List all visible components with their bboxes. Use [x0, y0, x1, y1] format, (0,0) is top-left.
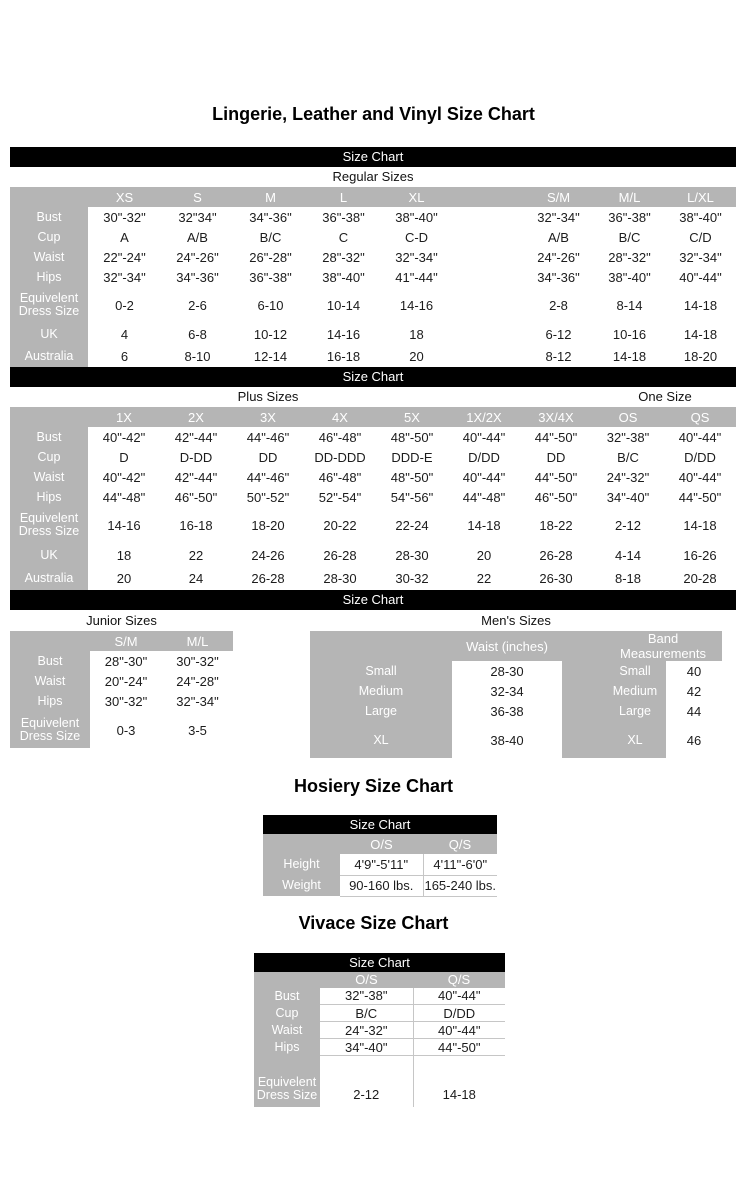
band-row-label: XL [604, 722, 666, 758]
row-label: Cup [10, 227, 88, 247]
value-cell: 40"-42" [88, 467, 160, 487]
value-cell: 6-8 [161, 323, 234, 345]
plus-one-size-subtitle-row [10, 387, 736, 407]
value-cell: 28"-32" [594, 247, 665, 267]
subtitle-spacer [10, 387, 88, 407]
column-header: 1X [88, 407, 160, 427]
value-cell: 24"-26" [523, 247, 594, 267]
size-chart-bar: Size Chart [10, 147, 736, 167]
header-row [10, 187, 736, 207]
section-gap [233, 610, 310, 758]
value-cell: B/C [320, 1005, 413, 1022]
value-cell: 46"-50" [160, 487, 232, 507]
row-label: Bust [254, 988, 320, 1005]
value-cell: 32"-34" [88, 267, 161, 287]
table-row [10, 247, 736, 267]
table-row [254, 1039, 505, 1056]
table-row [10, 447, 736, 467]
hosiery-chart-title: Hosiery Size Chart [293, 776, 454, 796]
table-row [254, 988, 505, 1005]
value-cell: 4-14 [592, 543, 664, 567]
value-cell: 2-12 [592, 507, 664, 543]
table-row [10, 267, 736, 287]
table-row [10, 671, 233, 691]
table-row [10, 227, 736, 247]
value-cell: DD [520, 447, 592, 467]
row-label: Waist [254, 1022, 320, 1039]
corner-cell [10, 631, 90, 651]
value-cell [453, 227, 523, 247]
value-cell: 40"-42" [88, 427, 160, 447]
value-cell: 8-14 [594, 287, 665, 323]
table-row [263, 875, 497, 896]
value-cell: 32"34" [161, 207, 234, 227]
value-cell: 40"-44" [664, 427, 736, 447]
plus-sizes-table [10, 407, 736, 590]
value-cell: 22 [448, 567, 520, 590]
value-cell [453, 207, 523, 227]
junior-sizes-section [10, 610, 233, 758]
value-cell: 24"-28" [162, 671, 233, 691]
value-cell: 44"-50" [413, 1039, 505, 1056]
value-cell: D/DD [448, 447, 520, 467]
band-row-label: Small [604, 661, 666, 681]
value-cell: 22"-24" [88, 247, 161, 267]
row-label: Bust [10, 207, 88, 227]
column-header: L [307, 187, 380, 207]
value-cell: 52"-54" [304, 487, 376, 507]
waist-value-cell: 28-30 [452, 661, 562, 681]
value-cell: 32"-38" [592, 427, 664, 447]
value-cell: 10-14 [307, 287, 380, 323]
value-cell: 14-16 [88, 507, 160, 543]
plus-sizes-subtitle: Plus Sizes [237, 389, 299, 404]
header-row [263, 834, 497, 854]
value-cell: A/B [523, 227, 594, 247]
band-value-cell: 42 [666, 681, 722, 701]
corner-cell [10, 187, 88, 207]
row-label: Large [310, 701, 452, 722]
value-cell: D-DD [160, 447, 232, 467]
value-cell: 50"-52" [232, 487, 304, 507]
value-cell: A [88, 227, 161, 247]
waist-value-cell: 36-38 [452, 701, 562, 722]
row-label: Hips [10, 691, 90, 712]
value-cell: 16-18 [160, 507, 232, 543]
value-cell: 34"-36" [161, 267, 234, 287]
row-label: UK [10, 543, 88, 567]
column-header: L/XL [665, 187, 736, 207]
value-cell: 90-160 lbs. [340, 875, 423, 896]
value-cell: 14-18 [413, 1056, 505, 1107]
band-row-label: Medium [604, 681, 666, 701]
value-cell: 2-8 [523, 287, 594, 323]
value-cell: D [88, 447, 160, 467]
value-cell: 38"-40" [594, 267, 665, 287]
value-cell: C [307, 227, 380, 247]
column-header: XL [380, 187, 453, 207]
value-cell: 22 [160, 543, 232, 567]
table-row [10, 427, 736, 447]
value-cell: 8-18 [592, 567, 664, 590]
vivace-chart-section [254, 953, 505, 1107]
value-cell: 24"-32" [592, 467, 664, 487]
junior-sizes-subtitle: Junior Sizes [86, 613, 157, 628]
table-row [10, 567, 736, 590]
column-header: S [161, 187, 234, 207]
value-cell: 24"-26" [161, 247, 234, 267]
value-cell: 6 [88, 345, 161, 367]
table-row [263, 854, 497, 875]
corner-cell [254, 972, 320, 988]
table-row [10, 487, 736, 507]
value-cell: 26-28 [304, 543, 376, 567]
value-cell: 10-12 [234, 323, 307, 345]
value-cell: 18-20 [665, 345, 736, 367]
value-cell: 46"-48" [304, 467, 376, 487]
value-cell: 6-10 [234, 287, 307, 323]
table-row [10, 543, 736, 567]
value-cell: 16-26 [664, 543, 736, 567]
value-cell: 20"-24" [90, 671, 162, 691]
table-row [310, 722, 722, 758]
band-column-header: Band Measurements [604, 631, 722, 661]
table-row [10, 507, 736, 543]
value-cell: 40"-44" [665, 267, 736, 287]
row-label: UK [10, 323, 88, 345]
value-cell: 32"-34" [665, 247, 736, 267]
value-cell: 42"-44" [160, 467, 232, 487]
value-cell: 40"-44" [413, 988, 505, 1005]
row-label: Weight [263, 875, 340, 896]
row-label: Equivelent Dress Size [10, 712, 90, 748]
mens-sizes-section [310, 610, 722, 758]
value-cell: 12-14 [234, 345, 307, 367]
column-header: 2X [160, 407, 232, 427]
table-row [10, 691, 233, 712]
value-cell: 36"-38" [234, 267, 307, 287]
value-cell: 44"-46" [232, 427, 304, 447]
band-value-cell: 46 [666, 722, 722, 758]
value-cell: A/B [161, 227, 234, 247]
row-label: Equivelent Dress Size [10, 507, 88, 543]
value-cell: 14-18 [664, 507, 736, 543]
table-row [310, 661, 722, 681]
row-label: Equivelent Dress Size [10, 287, 88, 323]
mens-sizes-subtitle: Men's Sizes [481, 613, 551, 628]
row-label: Hips [254, 1039, 320, 1056]
value-cell: 20-22 [304, 507, 376, 543]
value-cell: B/C [592, 447, 664, 467]
row-label: Height [263, 854, 340, 875]
value-cell: 24-26 [232, 543, 304, 567]
subtitle-spacer [448, 387, 594, 407]
value-cell: 0-2 [88, 287, 161, 323]
row-label: Australia [10, 345, 88, 367]
value-cell: 44"-50" [520, 427, 592, 447]
column-header: 1X/2X [448, 407, 520, 427]
value-cell [453, 323, 523, 345]
row-label: Cup [254, 1005, 320, 1022]
row-label: Bust [10, 427, 88, 447]
column-header [453, 187, 523, 207]
column-header: M/L [594, 187, 665, 207]
column-header: M [234, 187, 307, 207]
value-cell: 40"-44" [413, 1022, 505, 1039]
row-label: Medium [310, 681, 452, 701]
column-header: QS [664, 407, 736, 427]
row-label: Small [310, 661, 452, 681]
column-header: 3X/4X [520, 407, 592, 427]
value-cell: 34"-40" [320, 1039, 413, 1056]
vivace-size-table [254, 972, 505, 1107]
value-cell: 40"-44" [448, 427, 520, 447]
value-cell: 26-30 [520, 567, 592, 590]
value-cell: 44"-48" [448, 487, 520, 507]
value-cell: 44"-50" [664, 487, 736, 507]
value-cell: 38"-40" [380, 207, 453, 227]
value-cell: 40"-44" [448, 467, 520, 487]
value-cell: 32"-34" [162, 691, 233, 712]
value-cell: 32"-38" [320, 988, 413, 1005]
column-header: O/S [320, 972, 413, 988]
column-header: Q/S [413, 972, 505, 988]
value-cell: 48"-50" [376, 427, 448, 447]
value-cell: 14-18 [665, 287, 736, 323]
value-cell: 4'11"-6'0" [423, 854, 497, 875]
value-cell: 18-20 [232, 507, 304, 543]
column-header: 4X [304, 407, 376, 427]
one-size-subtitle: One Size [638, 389, 692, 404]
header-row [10, 407, 736, 427]
value-cell: 34"-40" [592, 487, 664, 507]
value-cell: DDD-E [376, 447, 448, 467]
value-cell: 36"-38" [307, 207, 380, 227]
size-chart-bar: Size Chart [10, 590, 736, 610]
value-cell: 2-6 [161, 287, 234, 323]
mens-sizes-table [310, 631, 722, 758]
table-row [10, 323, 736, 345]
value-cell: 14-18 [665, 323, 736, 345]
value-cell: 30-32 [376, 567, 448, 590]
waist-value-cell: 32-34 [452, 681, 562, 701]
value-cell: 44"-46" [232, 467, 304, 487]
value-cell: 16-18 [307, 345, 380, 367]
hosiery-chart-section [263, 815, 497, 897]
value-cell: 14-16 [380, 287, 453, 323]
value-cell: DD [232, 447, 304, 467]
band-value-cell: 44 [666, 701, 722, 722]
waist-column-header: Waist (inches) [452, 631, 562, 661]
spacer-cell [562, 701, 604, 722]
column-header: 5X [376, 407, 448, 427]
value-cell: 48"-50" [376, 467, 448, 487]
table-row [254, 1005, 505, 1022]
spacer-cell [562, 681, 604, 701]
value-cell: 34"-36" [523, 267, 594, 287]
value-cell: 8-12 [523, 345, 594, 367]
waist-value-cell: 38-40 [452, 722, 562, 758]
header-row [254, 972, 505, 988]
value-cell [453, 345, 523, 367]
column-header: S/M [523, 187, 594, 207]
value-cell: DD-DDD [304, 447, 376, 467]
value-cell: 14-18 [448, 507, 520, 543]
value-cell: 30"-32" [162, 651, 233, 671]
column-header: XS [88, 187, 161, 207]
value-cell: 32"-34" [523, 207, 594, 227]
column-header: M/L [162, 631, 233, 651]
hosiery-size-table [263, 834, 497, 897]
table-row [310, 681, 722, 701]
value-cell [453, 287, 523, 323]
table-row [254, 1056, 505, 1107]
row-label: Equivelent Dress Size [254, 1056, 320, 1107]
band-row-label: Large [604, 701, 666, 722]
value-cell: 46"-48" [304, 427, 376, 447]
value-cell: 18 [88, 543, 160, 567]
value-cell: 26-28 [232, 567, 304, 590]
value-cell: 28-30 [376, 543, 448, 567]
value-cell: 22-24 [376, 507, 448, 543]
column-header: 3X [232, 407, 304, 427]
value-cell: 44"-48" [88, 487, 160, 507]
corner-cell [310, 631, 452, 661]
row-label: Waist [10, 671, 90, 691]
value-cell: 8-10 [161, 345, 234, 367]
column-header: OS [592, 407, 664, 427]
spacer-cell [562, 722, 604, 758]
value-cell: 10-16 [594, 323, 665, 345]
value-cell: 34"-36" [234, 207, 307, 227]
row-label: XL [310, 722, 452, 758]
table-row [254, 1022, 505, 1039]
row-label: Waist [10, 467, 88, 487]
value-cell: 26"-28" [234, 247, 307, 267]
value-cell: 41"-44" [380, 267, 453, 287]
value-cell: 165-240 lbs. [423, 875, 497, 896]
value-cell: 30"-32" [90, 691, 162, 712]
value-cell: 28"-30" [90, 651, 162, 671]
vivace-chart-title: Vivace Size Chart [298, 912, 449, 933]
header-row [310, 631, 722, 661]
regular-sizes-table [10, 187, 736, 367]
value-cell: 46"-50" [520, 487, 592, 507]
value-cell: 54"-56" [376, 487, 448, 507]
value-cell: 20-28 [664, 567, 736, 590]
value-cell: 14-16 [307, 323, 380, 345]
spacer-cell [562, 661, 604, 681]
size-chart-bar: Size Chart [254, 953, 505, 972]
value-cell: 18 [380, 323, 453, 345]
value-cell: 28"-32" [307, 247, 380, 267]
table-row [310, 701, 722, 722]
value-cell: 30"-32" [88, 207, 161, 227]
value-cell [453, 247, 523, 267]
band-value-cell: 40 [666, 661, 722, 681]
value-cell: 14-18 [594, 345, 665, 367]
column-header: S/M [90, 631, 162, 651]
junior-mens-row [10, 610, 736, 758]
value-cell: C-D [380, 227, 453, 247]
value-cell: 4'9"-5'11" [340, 854, 423, 875]
value-cell: B/C [234, 227, 307, 247]
header-row [10, 631, 233, 651]
table-row [10, 712, 233, 748]
value-cell: 36"-38" [594, 207, 665, 227]
value-cell: D/DD [664, 447, 736, 467]
row-label: Hips [10, 487, 88, 507]
corner-cell [263, 834, 340, 854]
page-title: Lingerie, Leather and Vinyl Size Chart [212, 104, 535, 124]
value-cell: 40"-44" [664, 467, 736, 487]
value-cell: 38"-40" [665, 207, 736, 227]
value-cell: 6-12 [523, 323, 594, 345]
row-label: Cup [10, 447, 88, 467]
row-label: Hips [10, 267, 88, 287]
value-cell: D/DD [413, 1005, 505, 1022]
table-row [10, 345, 736, 367]
value-cell: 38"-40" [307, 267, 380, 287]
value-cell: 32"-34" [380, 247, 453, 267]
table-row [10, 207, 736, 227]
value-cell: 42"-44" [160, 427, 232, 447]
value-cell: 20 [88, 567, 160, 590]
row-label: Bust [10, 651, 90, 671]
table-row [10, 651, 233, 671]
table-row [10, 467, 736, 487]
regular-sizes-subtitle: Regular Sizes [332, 169, 414, 184]
value-cell: B/C [594, 227, 665, 247]
value-cell: 28-30 [304, 567, 376, 590]
value-cell: 20 [380, 345, 453, 367]
size-chart-bar: Size Chart [263, 815, 497, 834]
value-cell: 3-5 [162, 712, 233, 748]
value-cell: 24"-32" [320, 1022, 413, 1039]
row-label: Australia [10, 567, 88, 590]
column-header: O/S [340, 834, 423, 854]
value-cell: 0-3 [90, 712, 162, 748]
lingerie-chart-section [10, 147, 736, 610]
value-cell [453, 267, 523, 287]
junior-sizes-table [10, 631, 233, 748]
value-cell: C/D [665, 227, 736, 247]
spacer-header-cell [562, 631, 604, 661]
table-row [10, 287, 736, 323]
row-label: Waist [10, 247, 88, 267]
value-cell: 18-22 [520, 507, 592, 543]
column-header: Q/S [423, 834, 497, 854]
corner-cell [10, 407, 88, 427]
value-cell: 44"-50" [520, 467, 592, 487]
value-cell: 4 [88, 323, 161, 345]
value-cell: 2-12 [320, 1056, 413, 1107]
value-cell: 20 [448, 543, 520, 567]
value-cell: 24 [160, 567, 232, 590]
size-chart-bar: Size Chart [10, 367, 736, 387]
value-cell: 26-28 [520, 543, 592, 567]
